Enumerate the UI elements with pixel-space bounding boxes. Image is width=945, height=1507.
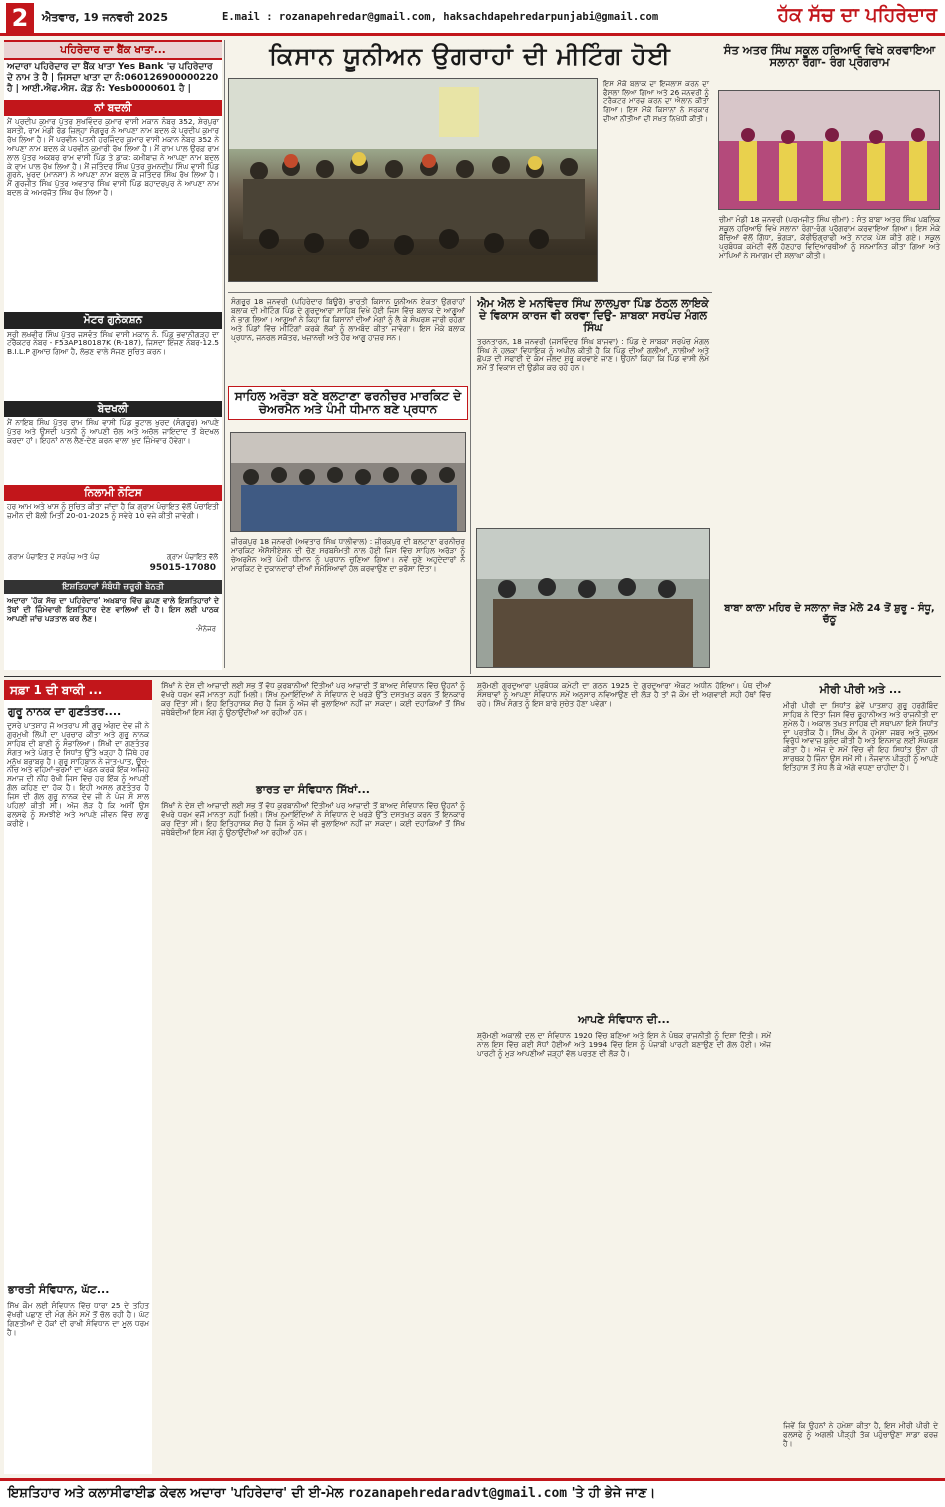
auction-heading: ਨਿਲਾਮੀ ਨੋਟਿਸ [4,485,222,501]
main-body [228,296,468,386]
main-headline: ਕਿਸਾਨ ਯੂਨੀਅਨ ਉਗਰਾਹਾਂ ਦੀ ਮੀਟਿੰਗ ਹੋਈ [269,42,671,70]
bharat-heading: ਭਾਰਤ ਦਾ ਸੰਵਿਧਾਨ ਸਿੱਖਾਂ... [256,783,370,796]
market-body: ਜ਼ੀਰਕਪੁਰ 18 ਜਨਵਰੀ (ਅਵਤਾਰ ਸਿੰਘ ਧਾਲੀਵਾਲ) : ਜ਼ੀਰਕਪੁਰ ਦੀ ਬਲਟਾਣਾ ਫਰਨੀਚਰ ਮਾਰਕਿਟ ਐਸੋਸੀਏਸ਼ਨ ਦੀ ਚੋਣ ਸਰਬਸੰਮਤੀ ਨਾਲ ਹੋਈ ਜਿਸ ਵਿੱਚ ਸਾਹਿਲ ਅਰੋੜਾ ਨੂੰ ਚੇਅਰਮੈਨ ਅਤੇ ਪੰਮੀ ਧੀਮਾਨ ਨੂੰ ਪ੍ਰਧਾਨ ਚੁਣਿਆ ਗਿਆ। ਨਵੇਂ ਚੁਣੇ ਅਹੁਦੇਦਾਰਾਂ ਨੇ ਮਾਰਕਿਟ ਦੇ ਦੁਕਾਨਦਾਰਾਂ ਦੀਆਂ ਸਮੱਸਿਆਵਾਂ ਹੱਲ ਕਰਵਾਉਣ ਦਾ ਭਰੋਸਾ ਦਿੱਤਾ। [231,537,465,573]
mela-headline: ਬਾਬਾ ਕਾਲਾ ਮਹਿਰ ਦੇ ਸਲਾਨਾ ਜੋੜ ਮੇਲੇ 24 ਤੋਂ ਸ਼ੁਰੂ - ਸੰਧੂ, ਚੱਠੂ [724,603,935,625]
footer [0,1478,945,1507]
ad-notice-heading: ਇਸ਼ਤਿਹਾਰਾਂ ਸੰਬੰਧੀ ਜ਼ਰੂਰੀ ਬੇਨਤੀ [4,580,222,594]
auction-text: ਹਰ ਆਮ ਅਤੇ ਖਾਸ ਨੂੰ ਸੂਚਿਤ ਕੀਤਾ ਜਾਂਦਾ ਹੈ ਕਿ ਗ੍ਰਾਮ ਪੰਚਾਇਤ ਵੱਲੋਂ ਪੰਚਾਇਤੀ ਜ਼ਮੀਨ ਦੀ ਬੋਲੀ ਮਿਤੀ 20-01-2025 ਨੂੰ ਸਵੇਰੇ 10 ਵਜੇ ਕੀਤੀ ਜਾਵੇਗੀ। [7,502,219,521]
own-intro: ਸ਼੍ਰੋਮਣੀ ਗੁਰਦੁਆਰਾ ਪ੍ਰਬੰਧਕ ਕਮੇਟੀ ਦਾ ਗਠਨ 1925 ਦੇ ਗੁਰਦੁਆਰਾ ਐਕਟ ਅਧੀਨ ਹੋਇਆ। ਪੰਥ ਦੀਆਂ ਸੰਸਥਾਵਾਂ ਨੂੰ ਆਪਣਾ ਸੰਵਿਧਾਨ ਸਮੇਂ ਅਨੁਸਾਰ ਨਵਿਆਉਣ ਦੀ ਲੋੜ ਹੈ ਤਾਂ ਜੋ ਕੌਮ ਦੀ ਅਗਵਾਈ ਸਹੀ ਹੱਥਾਂ ਵਿੱਚ ਰਹੇ। ਸਿੱਖ ਸੰਗਤ ਨੂੰ ਇਸ ਬਾਰੇ ਸੁਚੇਤ ਹੋਣਾ ਪਵੇਗਾ। [477,681,771,708]
masthead [0,0,945,36]
classifieds-column [4,40,222,670]
own-section [474,680,774,1474]
remainder-heading: ਸਫ਼ਾ 1 ਦੀ ਬਾਕੀ ... [4,680,152,700]
mla-story [474,296,712,674]
main-body-text: ਸੰਗਰੂਰ 18 ਜਨਵਰੀ (ਪਹਿਰੇਦਾਰ ਬਿਊਰੋ) ਭਾਰਤੀ ਕਿਸਾਨ ਯੂਨੀਅਨ ਏਕਤਾ ਉਗਰਾਹਾਂ ਬਲਾਕ ਦੀ ਮੀਟਿੰਗ ਪਿੰਡ ਦੇ ਗੁਰਦੁਆਰਾ ਸਾਹਿਬ ਵਿਖੇ ਹੋਈ ਜਿਸ ਵਿੱਚ ਬਲਾਕ ਦੇ ਆਗੂਆਂ ਨੇ ਭਾਗ ਲਿਆ। ਆਗੂਆਂ ਨੇ ਕਿਹਾ ਕਿ ਕਿਸਾਨਾਂ ਦੀਆਂ ਮੰਗਾਂ ਨੂੰ ਲੈ ਕੇ ਸੰਘਰਸ਼ ਜਾਰੀ ਰਹੇਗਾ ਅਤੇ ਪਿੰਡਾਂ ਵਿੱਚ ਮੀਟਿੰਗਾਂ ਕਰਕੇ ਲੋਕਾਂ ਨੂੰ ਲਾਮਬੰਦ ਕੀਤਾ ਜਾਵੇਗਾ। ਇਸ ਮੌਕੇ ਬਲਾਕ ਪ੍ਰਧਾਨ, ਜਨਰਲ ਸਕੱਤਰ, ਖਜ਼ਾਨਚੀ ਅਤੇ ਹੋਰ ਆਗੂ ਹਾਜ਼ਰ ਸਨ। [231,297,465,342]
bharat-section [158,680,468,1474]
auction-phone: 95015-17080 [149,562,216,573]
eviction-text: ਮੈਂ ਨਾਇਬ ਸਿੰਘ ਪੁੱਤਰ ਰਾਮ ਸਿੰਘ ਵਾਸੀ ਪਿੰਡ ਭੁਟਾਲ ਖੁਰਦ (ਸੰਗਰੂਰ) ਆਪਣੇ ਪੁੱਤਰ ਅਤੇ ਉਸਦੀ ਪਤਨੀ ਨੂੰ ਆਪਣੀ ਚੱਲ ਅਤੇ ਅਚੱਲ ਜਾਇਦਾਦ ਤੋਂ ਬੇਦਖਲ ਕਰਦਾ ਹਾਂ। ਇਹਨਾਂ ਨਾਲ ਲੈਣ-ਦੇਣ ਕਰਨ ਵਾਲਾ ਖੁਦ ਜ਼ਿੰਮੇਵਾਰ ਹੋਵੇਗਾ। [7,417,219,445]
bharat-text: ਸਿੱਖਾਂ ਨੇ ਦੇਸ਼ ਦੀ ਆਜ਼ਾਦੀ ਲਈ ਸਭ ਤੋਂ ਵੱਧ ਕੁਰਬਾਨੀਆਂ ਦਿੱਤੀਆਂ ਪਰ ਆਜ਼ਾਦੀ ਤੋਂ ਬਾਅਦ ਸੰਵਿਧਾਨ ਵਿੱਚ ਉਹਨਾਂ ਨੂੰ ਵੱਖਰੇ ਧਰਮ ਵਜੋਂ ਮਾਨਤਾ ਨਹੀਂ ਮਿਲੀ। ਸਿੱਖ ਨੁਮਾਇੰਦਿਆਂ ਨੇ ਸੰਵਿਧਾਨ ਦੇ ਖਰੜੇ ਉੱਤੇ ਦਸਤਖ਼ਤ ਕਰਨ ਤੋਂ ਇਨਕਾਰ ਕਰ ਦਿੱਤਾ ਸੀ। ਇਹ ਇਤਿਹਾਸਕ ਸੱਚ ਹੈ ਜਿਸ ਨੂੰ ਅੱਜ ਵੀ ਭੁਲਾਇਆ ਨਹੀਂ ਜਾ ਸਕਦਾ। ਕਈ ਦਹਾਕਿਆਂ ਤੋਂ ਸਿੱਖ ਜਥੇਬੰਦੀਆਂ ਇਸ ਮੰਗ ਨੂੰ ਉਠਾਉਂਦੀਆਂ ਆ ਰਹੀਆਂ ਹਨ। [161,800,465,837]
market-headline: ਸਾਹਿਲ ਅਰੋੜਾ ਬਣੇ ਬਲਟਾਣਾ ਫਰਨੀਚਰ ਮਾਰਕਿਟ ਦੇ ਚੇਅਰਮੈਨ ਅਤੇ ਪੰਮੀ ਧੀਮਾਨ ਬਣੇ ਪ੍ਰਧਾਨ [228,386,468,420]
remainder-section [4,680,152,1474]
name-change-heading: ਨਾਂ ਬਦਲੀ [4,100,222,116]
auction-signoff-left: ਗਰਾਮ ਪੰਚਾਇਤ ਦੇ ਸਰਪੰਚ ਅਤੇ ਪੰਚ [8,553,100,562]
villagers-image [477,529,710,668]
guru-text: ਦੁਸਰੇ ਪਾਤਸ਼ਾਹ ਜੋ ਅਤਰਾਪ ਸੀ ਗੁਰੂ ਅੰਗਦ ਦੇਵ ਜੀ ਨੇ ਗੁਰਮੁਖੀ ਲਿੱਪੀ ਦਾ ਪ੍ਰਚਾਰ ਕੀਤਾ ਅਤੇ ਗੁਰੂ ਨਾਨਕ ਸਾਹਿਬ ਦੀ ਬਾਣੀ ਨੂੰ ਸੰਭਾਲਿਆ। ਸਿੱਖੀ ਦਾ ਗਣਤੰਤਰ ਸੰਗਤ ਅਤੇ ਪੰਗਤ ਦੇ ਸਿਧਾਂਤ ਉੱਤੇ ਖੜ੍ਹਾ ਹੈ ਜਿੱਥੇ ਹਰ ਮਨੁੱਖ ਬਰਾਬਰ ਹੈ। ਗੁਰੂ ਸਾਹਿਬਾਨ ਨੇ ਜਾਤ-ਪਾਤ, ਊਚ-ਨੀਚ ਅਤੇ ਵਹਿਮਾਂ-ਭਰਮਾਂ ਦਾ ਖੰਡਨ ਕਰਕੇ ਇੱਕ ਅਜਿਹੇ ਸਮਾਜ ਦੀ ਨੀਂਹ ਰੱਖੀ ਜਿਸ ਵਿੱਚ ਹਰ ਇੱਕ ਨੂੰ ਆਪਣੀ ਗੱਲ ਕਹਿਣ ਦਾ ਹੱਕ ਹੈ। ਇਹੀ ਅਸਲ ਗਣਤੰਤਰ ਹੈ ਜਿਸ ਦੀ ਗੱਲ ਗੁਰੂ ਨਾਨਕ ਦੇਵ ਜੀ ਨੇ ਪੰਜ ਸੌ ਸਾਲ ਪਹਿਲਾਂ ਕੀਤੀ ਸੀ। ਅੱਜ ਲੋੜ ਹੈ ਕਿ ਅਸੀਂ ਉਸ ਫਲਸਫੇ ਨੂੰ ਸਮਝੀਏ ਅਤੇ ਆਪਣੇ ਜੀਵਨ ਵਿੱਚ ਲਾਗੂ ਕਰੀਏ। [7,721,149,828]
miri-heading: ਮੀਰੀ ਪੀਰੀ ਅਤੇ ... [819,683,902,696]
eviction-heading: ਬੇਦਖਲੀ [4,401,222,417]
own-heading: ਆਪਣੇ ਸੰਵਿਧਾਨ ਦੀ... [578,1013,670,1026]
constitution-text: ਸਿੱਖ ਕੌਮ ਲਈ ਸੰਵਿਧਾਨ ਵਿੱਚ ਧਾਰਾ 25 ਦੇ ਤਹਿਤ ਵੱਖਰੀ ਪਛਾਣ ਦੀ ਮੰਗ ਲੰਮੇ ਸਮੇਂ ਤੋਂ ਚੱਲ ਰਹੀ ਹੈ। ਘੱਟ ਗਿਣਤੀਆਂ ਦੇ ਹੱਕਾਂ ਦੀ ਰਾਖੀ ਸੰਵਿਧਾਨ ਦਾ ਮੂਲ ਧਰਮ ਹੈ। [7,1300,149,1337]
issue-date: ਐਤਵਾਰ, 19 ਜਨਵਰੀ 2025 [42,11,168,24]
mla-body: ਤਰਨਤਾਰਨ, 18 ਜਨਵਰੀ (ਜਸਵਿੰਦਰ ਸਿੰਘ ਬਾਜਵਾ) : ਪਿੰਡ ਦੇ ਸਾਬਕਾ ਸਰਪੰਚ ਮੰਗਲ ਸਿੰਘ ਨੇ ਹਲਕਾ ਵਿਧਾਇਕ ਨੂੰ ਅਪੀਲ ਕੀਤੀ ਹੈ ਕਿ ਪਿੰਡ ਦੀਆਂ ਗਲੀਆਂ, ਨਾਲੀਆਂ ਅਤੇ ਛੱਪੜ ਦੀ ਸਫਾਈ ਦੇ ਕੰਮ ਜਲਦ ਸ਼ੁਰੂ ਕਰਵਾਏ ਜਾਣ। ਉਹਨਾਂ ਕਿਹਾ ਕਿ ਪਿੰਡ ਵਾਸੀ ਲੰਮੇ ਸਮੇਂ ਤੋਂ ਵਿਕਾਸ ਦੀ ਉਡੀਕ ਕਰ ਰਹੇ ਹਨ। [477,336,709,373]
ad-notice-text: ਅਦਾਰਾ 'ਹੱਕ ਸੱਚ ਦਾ ਪਹਿਰੇਦਾਰ' ਅਖ਼ਬਾਰ ਵਿੱਚ ਛਪਣ ਵਾਲੇ ਇਸ਼ਤਿਹਾਰਾਂ ਦੇ ਤੱਥਾਂ ਦੀ ਜ਼ਿੰਮੇਵਾਰੀ ਇਸ਼ਤਿਹਾਰ ਦੇਣ ਵਾਲਿਆਂ ਦੀ ਹੈ। ਇਸ ਲਈ ਪਾਠਕ ਆਪਣੀ ਜਾਂਚ ਪੜਤਾਲ ਕਰ ਲੈਣ। [7,596,219,624]
miri-section [780,680,941,1474]
school-event-image [719,91,940,210]
footer-line [8,1486,655,1501]
guru-heading: ਗੁਰੂ ਨਾਨਕ ਦਾ ਗੁਣਤੰਤਰ.... [8,705,122,719]
main-photo [228,78,598,282]
newspaper-logo: ਹੱਕ ਸੱਚ ਦਾ ਪਹਿਰੇਦਾਰ [777,4,937,26]
main-intro: ਇਸ ਮੌਕੇ ਬਲਾਕ ਦਾ ਇਜਲਾਸ ਕਰਨ ਦਾ ਫੈਸਲਾ ਲਿਆ ਗਿਆ ਅਤੇ 26 ਜਨਵਰੀ ਨੂੰ ਟਰੈਕਟਰ ਮਾਰਚ ਕਰਨ ਦਾ ਐਲਾਨ ਕੀਤਾ ਗਿਆ। ਇਸ ਮੌਕੇ ਕਿਸਾਨਾਂ ਨੇ ਸਰਕਾਰ ਦੀਆਂ ਨੀਤੀਆਂ ਦੀ ਸਖ਼ਤ ਨਿਖੇਧੀ ਕੀਤੀ। [603,79,709,123]
masthead-email[interactable]: E.mail : rozanapehredar@gmail.com, haksachdapehredarpunjabi@gmail.com [222,11,659,23]
ad-notice-sign: -ਮੈਨੇਜਰ [195,625,216,634]
school-story [716,40,943,600]
footer-prefix: ਇਸ਼ਤਿਹਾਰ ਅਤੇ ਕਲਾਸੀਫਾਈਡ ਕੇਵਲ ਅਦਾਰਾ 'ਪਹਿਰੇਦਾਰ' ਦੀ ਈ-ਮੇਲ [8,1486,344,1501]
market-story [228,386,468,674]
motor-text: ਸ੍ਰੀ ਲਖਵੀਰ ਸਿੰਘ ਪੁੱਤਰ ਜਸਵੰਤ ਸਿੰਘ ਵਾਸੀ ਮਕਾਨ ਨੰ. ਪਿੰਡ ਭਵਾਨੀਗੜ੍ਹ ਦਾ ਟਰੈਕਟਰ ਨੰਬਰ - F53AP180187K (R-187), ਜਿਸਦਾ ਇੰਜਣ ਨੰਬਰ-12.5 B.I.L.P ਗੁਆਚ ਗਿਆ ਹੈ, ਲੱਭਣ ਵਾਲੇ ਸੱਜਣ ਸੂਚਿਤ ਕਰਨ। [7,329,219,357]
footer-suffix: 'ਤੇ ਹੀ ਭੇਜੇ ਜਾਣ। [571,1486,656,1501]
school-headline: ਸੰਤ ਅਤਰ ਸਿੰਘ ਸਕੂਲ ਹਰਿਆਓ ਵਿਖੇ ਕਰਵਾਇਆ ਸਲਾਨਾ ਰੰਗਾ- ਰੰਗ ਪ੍ਰੋਗਰਾਮ [723,43,936,70]
bank-heading: ਪਹਿਰੇਦਾਰ ਦਾ ਬੈਂਕ ਖਾਤਾ... [4,40,222,60]
constitution-heading: ਭਾਰਤੀ ਸੰਵਿਧਾਨ, ਘੱਟ... [8,1283,110,1297]
name-change-text: ਮੈਂ ਪ੍ਰਦੀਪ ਕੁਮਾਰ ਪੁੱਤਰ ਸੁਖਵਿੰਦਰ ਕੁਮਾਰ ਵਾਸੀ ਮਕਾਨ ਨੰਬਰ 352, ਸ਼ੇਰਪੁਰਾ ਬਸਤੀ, ਰਾਮ ਮੰਡੀ ਰੋਡ ਜ਼ਿਲ੍ਹਾ ਸੰਗਰੂਰ ਨੇ ਆਪਣਾ ਨਾਮ ਬਦਲ ਕੇ ਪ੍ਰਦੀਪ ਕੁਮਾਰ ਰੱਖ ਲਿਆ ਹੈ। ਮੈਂ ਪਰਵੀਨ ਪਤਨੀ ਹਰਜਿੰਦਰ ਕੁਮਾਰ ਵਾਸੀ ਮਕਾਨ ਨੰਬਰ 352 ਨੇ ਆਪਣਾ ਨਾਮ ਬਦਲ ਕੇ ਪਰਵੀਨ ਕੁਮਾਰੀ ਰੱਖ ਲਿਆ ਹੈ। ਮੈਂ ਰਾਮ ਪਾਲ ਉਰਫ਼ ਰਾਮ ਲਾਲ ਪੁੱਤਰ ਅਕਬਰ ਰਾਮ ਵਾਸੀ ਪਿੰਡ ਤੇ ਡਾਕ: ਕਮੀਬਾਜ਼ ਨੇ ਆਪਣਾ ਨਾਮ ਬਦਲ ਕੇ ਰਾਮ ਪਾਲ ਰੱਖ ਲਿਆ ਹੈ। ਮੈਂ ਜਤਿੰਦਰ ਸਿੰਘ ਪੁੱਤਰ ਰਮਨਦੀਪ ਸਿੰਘ ਵਾਸੀ ਪਿੰਡ ਗੁਰਨੇ, ਖੁਰਦ (ਮਾਨਸਾ) ਨੇ ਆਪਣਾ ਨਾਮ ਬਦਲ ਕੇ ਜਤਿੰਦਰ ਸਿੰਘ ਰੱਖ ਲਿਆ ਹੈ। ਮੈਂ ਗੁਰਜੀਤ ਸਿੰਘ ਪੁੱਤਰ ਅਵਤਾਰ ਸਿੰਘ ਵਾਸੀ ਪਿੰਡ ਬਹਾਦਰਪੁਰ ਨੇ ਆਪਣਾ ਨਾਮ ਬਦਲ ਕੇ ਅਮਰਜੋਤ ਸਿੰਘ ਰੱਖ ਲਿਆ ਹੈ। [7,117,219,198]
mela-story [716,602,943,674]
miri-end: ਜਿਵੇਂ ਕਿ ਉਹਨਾਂ ਨੇ ਹਮੇਸ਼ਾ ਕੀਤਾ ਹੈ, ਇਸ ਮੀਰੀ ਪੀਰੀ ਦੇ ਫਲਸਫੇ ਨੂੰ ਅਗਲੀ ਪੀੜ੍ਹੀ ਤੱਕ ਪਹੁੰਚਾਉਣਾ ਸਾਡਾ ਫਰਜ਼ ਹੈ। [783,1420,938,1448]
akali-text: ਸ਼੍ਰੋਮਣੀ ਅਕਾਲੀ ਦਲ ਦਾ ਸੰਵਿਧਾਨ 1920 ਵਿੱਚ ਬਣਿਆ ਅਤੇ ਇਸ ਨੇ ਪੰਥਕ ਰਾਜਨੀਤੀ ਨੂੰ ਦਿਸ਼ਾ ਦਿੱਤੀ। ਸਮੇਂ ਨਾਲ ਇਸ ਵਿੱਚ ਕਈ ਸੋਧਾਂ ਹੋਈਆਂ ਅਤੇ 1994 ਵਿੱਚ ਇਸ ਨੂੰ ਪੰਜਾਬੀ ਪਾਰਟੀ ਬਣਾਉਣ ਦੀ ਗੱਲ ਹੋਈ। ਅੱਜ ਪਾਰਟੀ ਨੂੰ ਮੁੜ ਆਪਣੀਆਂ ਜੜ੍ਹਾਂ ਵੱਲ ਪਰਤਣ ਦੀ ਲੋੜ ਹੈ। [477,1030,771,1058]
footer-email[interactable]: rozanapehredaradvt@gmail.com [347,1486,568,1501]
page-number: 2 [6,3,34,33]
school-body: ਚੀਮਾ ਮੰਡੀ 18 ਜਨਵਰੀ (ਪਰਮਜੀਤ ਸਿੰਘ ਚੀਮਾ) : ਸੰਤ ਬਾਬਾ ਅਤਰ ਸਿੰਘ ਪਬਲਿਕ ਸਕੂਲ ਹਰਿਆਓ ਵਿਖੇ ਸਲਾਨਾ ਰੰਗਾ-ਰੰਗ ਪ੍ਰੋਗਰਾਮ ਕਰਵਾਇਆ ਗਿਆ। ਇਸ ਮੌਕੇ ਬੱਚਿਆਂ ਵੱਲੋਂ ਗਿੱਧਾ, ਭੰਗੜਾ, ਕੋਰੀਓਗ੍ਰਾਫੀ ਅਤੇ ਨਾਟਕ ਪੇਸ਼ ਕੀਤੇ ਗਏ। ਸਕੂਲ ਪ੍ਰਬੰਧਕ ਕਮੇਟੀ ਵੱਲੋਂ ਹੋਣਹਾਰ ਵਿਦਿਆਰਥੀਆਂ ਨੂੰ ਸਨਮਾਨਿਤ ਕੀਤਾ ਗਿਆ ਅਤੇ ਮਾਪਿਆਂ ਨੇ ਸਮਾਗਮ ਦੀ ਸ਼ਲਾਘਾ ਕੀਤੀ। [719,215,940,260]
auction-signoff-right: ਗ੍ਰਾਮ ਪੰਚਾਇਤ ਵੱਲੋਂ [166,553,218,562]
mla-photo [476,528,710,668]
bharat-intro: ਸਿੱਖਾਂ ਨੇ ਦੇਸ਼ ਦੀ ਆਜ਼ਾਦੀ ਲਈ ਸਭ ਤੋਂ ਵੱਧ ਕੁਰਬਾਨੀਆਂ ਦਿੱਤੀਆਂ ਪਰ ਆਜ਼ਾਦੀ ਤੋਂ ਬਾਅਦ ਸੰਵਿਧਾਨ ਵਿੱਚ ਉਹਨਾਂ ਨੂੰ ਵੱਖਰੇ ਧਰਮ ਵਜੋਂ ਮਾਨਤਾ ਨਹੀਂ ਮਿਲੀ। ਸਿੱਖ ਨੁਮਾਇੰਦਿਆਂ ਨੇ ਸੰਵਿਧਾਨ ਦੇ ਖਰੜੇ ਉੱਤੇ ਦਸਤਖ਼ਤ ਕਰਨ ਤੋਂ ਇਨਕਾਰ ਕਰ ਦਿੱਤਾ ਸੀ। ਇਹ ਇਤਿਹਾਸਕ ਸੱਚ ਹੈ ਜਿਸ ਨੂੰ ਅੱਜ ਵੀ ਭੁਲਾਇਆ ਨਹੀਂ ਜਾ ਸਕਦਾ। ਕਈ ਦਹਾਕਿਆਂ ਤੋਂ ਸਿੱਖ ਜਥੇਬੰਦੀਆਂ ਇਸ ਮੰਗ ਨੂੰ ਉਠਾਉਂਦੀਆਂ ਆ ਰਹੀਆਂ ਹਨ। [161,681,465,717]
mla-headline: ਐਮ ਐਲ ਏ ਮਨਵਿੰਦਰ ਸਿੰਘ ਲਾਲਪੁਰਾ ਪਿੰਡ ਠੱਠਲ ਲਾਇਕੇ ਦੇ ਵਿਕਾਸ ਕਾਰਜ ਵੀ ਕਰਵਾ ਦਿਉ- ਸ਼ਾਬਕਾ ਸਰਪੰਚ ਮੰਗਲ ਸਿੰਘ [477,297,709,334]
school-photo [718,90,940,210]
market-group-image [231,433,466,532]
miri-text: ਮੀਰੀ ਪੀਰੀ ਦਾ ਸਿਧਾਂਤ ਛੇਵੇਂ ਪਾਤਸ਼ਾਹ ਗੁਰੂ ਹਰਗੋਬਿੰਦ ਸਾਹਿਬ ਨੇ ਦਿੱਤਾ ਜਿਸ ਵਿੱਚ ਰੂਹਾਨੀਅਤ ਅਤੇ ਰਾਜਨੀਤੀ ਦਾ ਸੁਮੇਲ ਹੈ। ਅਕਾਲ ਤਖ਼ਤ ਸਾਹਿਬ ਦੀ ਸਥਾਪਨਾ ਇਸੇ ਸਿਧਾਂਤ ਦਾ ਪ੍ਰਤੀਕ ਹੈ। ਸਿੱਖ ਕੌਮ ਨੇ ਹਮੇਸ਼ਾ ਜਬਰ ਅਤੇ ਜ਼ੁਲਮ ਵਿਰੁੱਧ ਆਵਾਜ਼ ਬੁਲੰਦ ਕੀਤੀ ਹੈ ਅਤੇ ਇਨਸਾਫ਼ ਲਈ ਸੰਘਰਸ਼ ਕੀਤਾ ਹੈ। ਅੱਜ ਦੇ ਸਮੇਂ ਵਿੱਚ ਵੀ ਇਹ ਸਿਧਾਂਤ ਉਨਾ ਹੀ ਸਾਰਥਕ ਹੈ ਜਿੰਨਾ ਉਸ ਸਮੇਂ ਸੀ। ਨੌਜਵਾਨ ਪੀੜ੍ਹੀ ਨੂੰ ਆਪਣੇ ਇਤਿਹਾਸ ਤੋਂ ਸੇਧ ਲੈ ਕੇ ਅੱਗੇ ਵਧਣਾ ਚਾਹੀਦਾ ਹੈ। [783,700,938,772]
farmer-meeting-image [229,79,598,282]
market-photo [230,432,466,532]
main-story [228,40,712,290]
bank-text: ਅਦਾਰਾ ਪਹਿਰੇਦਾਰ ਦਾ ਬੈਂਕ ਖਾਤਾ Yes Bank 'ਚ ਪਹਿਰੇਦਾਰ ਦੇ ਨਾਮ ਤੇ ਹੈ | ਜਿਸਦਾ ਖਾਤਾ ਦਾ ਨੰ:060126900000220 ਹੈ | ਆਈ.ਐਫ.ਐਸ. ਕੋਡ ਨੰ: Yesb0000601 ਹੈ | [7,62,219,94]
motor-heading: ਮੋਟਰ ਗੁਨੇਕਸ਼ਨ [4,312,222,328]
